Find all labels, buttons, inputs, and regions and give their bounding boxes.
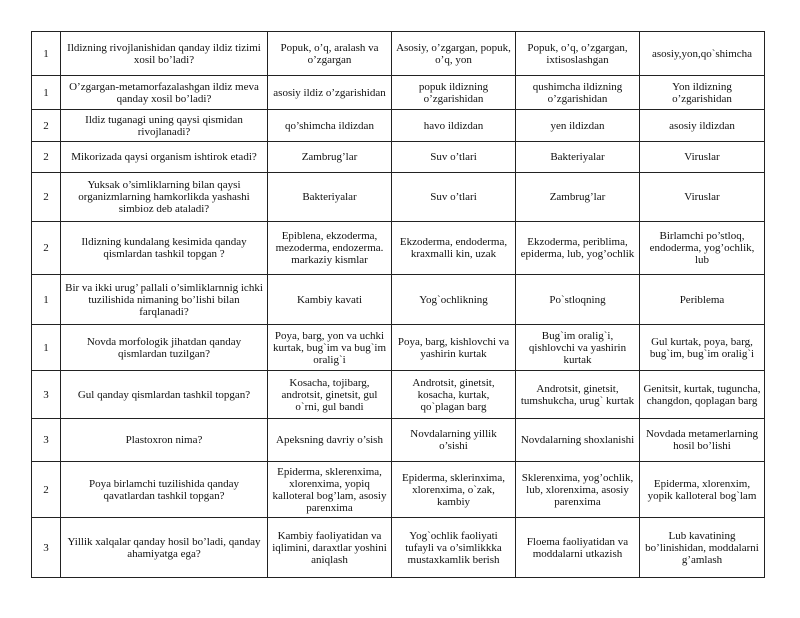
answer-cell: Zambrug’lar (268, 142, 392, 173)
answer-cell: Bakteriyalar (516, 142, 640, 173)
answer-cell: Epiblena, ekzoderma, mezoderma, endozerma. markaziy kismlar (268, 222, 392, 275)
answer-cell: Androtsit, ginetsit, tumshukcha, urug` kurtak (516, 371, 640, 419)
answer-cell: qushimcha ildizning o’zgarishidan (516, 76, 640, 110)
question-cell: Plastoxron nima? (61, 419, 268, 462)
answer-cell: Birlamchi po’stloq, endoderma, yog’ochlik, lub (640, 222, 765, 275)
difficulty-cell: 3 (32, 419, 61, 462)
answer-cell: Novdalarning shoxlanishi (516, 419, 640, 462)
table-row (32, 32, 765, 76)
question-cell: Ildizning rivojlanishidan qanday ildiz tizimi xosil bo’ladi? (61, 32, 268, 76)
table-row (32, 419, 765, 462)
answer-cell: Zambrug’lar (516, 173, 640, 222)
difficulty-cell: 1 (32, 275, 61, 325)
answer-cell: Poya, barg, kishlovchi va yashirin kurtak (392, 325, 516, 371)
answer-cell: Apeksning davriy o’sish (268, 419, 392, 462)
answer-cell: Genitsit, kurtak, tuguncha, changdon, qoplagan barg (640, 371, 765, 419)
difficulty-cell: 2 (32, 173, 61, 222)
table-row (32, 518, 765, 578)
difficulty-cell: 3 (32, 371, 61, 419)
answer-cell: Yog`ochlik faoliyati tufayli va o’simlikkka mustaxkamlik berish (392, 518, 516, 578)
question-cell: Yillik xalqalar qanday hosil bo’ladi, qanday ahamiyatga ega? (61, 518, 268, 578)
answer-cell: Viruslar (640, 173, 765, 222)
answer-cell: popuk ildizning o’zgarishidan (392, 76, 516, 110)
question-cell: O’zgargan-metamorfazalashgan ildiz meva qanday xosil bo’ladi? (61, 76, 268, 110)
answer-cell: Epiderma, sklerinxima, xlorenxima, o`zak, kambiy (392, 462, 516, 518)
table-row (32, 222, 765, 275)
answer-cell: Suv o’tlari (392, 173, 516, 222)
answer-cell: Po`stloqning (516, 275, 640, 325)
answer-cell: Gul kurtak, poya, barg, bug`im, bug`im oralig`i (640, 325, 765, 371)
answer-cell: asosiy,yon,qo`shimcha (640, 32, 765, 76)
answer-cell: Ekzoderma, endoderma, kraxmalli kin, uzak (392, 222, 516, 275)
answer-cell: Kambiy kavati (268, 275, 392, 325)
difficulty-cell: 2 (32, 222, 61, 275)
answer-cell: Kosacha, tojibarg, androtsit, ginetsit, gul o`rni, gul bandi (268, 371, 392, 419)
answer-cell: Periblema (640, 275, 765, 325)
question-cell: Yuksak o’simliklarning bilan qaysi organizmlarning hamkorlikda yashashi simbioz deb ataladi? (61, 173, 268, 222)
answer-cell: asosiy ildiz o’zgarishidan (268, 76, 392, 110)
difficulty-cell: 1 (32, 325, 61, 371)
answer-cell: Popuk, o’q, aralash va o’zgargan (268, 32, 392, 76)
table-row (32, 173, 765, 222)
question-cell: Ildizning kundalang kesimida qanday qismlardan tashkil topgan ? (61, 222, 268, 275)
answer-cell: Poya, barg, yon va uchki kurtak, bug`im va bug`im oralig`i (268, 325, 392, 371)
answer-cell: yen ildizdan (516, 110, 640, 142)
answer-cell: Suv o’tlari (392, 142, 516, 173)
answer-cell: Epiderma, sklerenxima, xlorenxima, yopiq kalloteral bog’lam, asosiy parenxima (268, 462, 392, 518)
table-row (32, 275, 765, 325)
answer-cell: Lub kavatining bo’linishidan, moddalarni g’amlash (640, 518, 765, 578)
table-row (32, 462, 765, 518)
difficulty-cell: 3 (32, 518, 61, 578)
answer-cell: Ekzoderma, periblima, epiderma, lub, yog’ochlik (516, 222, 640, 275)
answer-cell: Epiderma, xlorenxim, yopik kalloteral bog`lam (640, 462, 765, 518)
difficulty-cell: 2 (32, 462, 61, 518)
answer-cell: Bug`im oralig`i, qishlovchi va yashirin kurtak (516, 325, 640, 371)
question-cell: Poya birlamchi tuzilishida qanday qavatlardan tashkil topgan? (61, 462, 268, 518)
answer-cell: Sklerenxima, yog’ochlik, lub, xlorenxima, asosiy parenxima (516, 462, 640, 518)
difficulty-cell: 1 (32, 32, 61, 76)
question-table (31, 31, 765, 578)
question-cell: Bir va ikki urug’ pallali o’simliklarnnig ichki tuzilishida nimaning bo’lishi bilan farqlanadi? (61, 275, 268, 325)
answer-cell: Popuk, o’q, o’zgargan, ixtisoslashgan (516, 32, 640, 76)
answer-cell: havo ildizdan (392, 110, 516, 142)
answer-cell: Bakteriyalar (268, 173, 392, 222)
question-cell: Mikorizada qaysi organism ishtirok etadi? (61, 142, 268, 173)
table-row (32, 371, 765, 419)
table-row (32, 110, 765, 142)
difficulty-cell: 1 (32, 76, 61, 110)
answer-cell: Androtsit, ginetsit, kosacha, kurtak, qo`plagan barg (392, 371, 516, 419)
question-cell: Novda morfologik jihatdan qanday qismlardan tuzilgan? (61, 325, 268, 371)
question-cell: Ildiz tuganagi uning qaysi qismidan rivojlanadi? (61, 110, 268, 142)
question-cell: Gul qanday qismlardan tashkil topgan? (61, 371, 268, 419)
difficulty-cell: 2 (32, 110, 61, 142)
answer-cell: Yog`ochlikning (392, 275, 516, 325)
table-row (32, 76, 765, 110)
answer-cell: Asosiy, o’zgargan, popuk, o’q, yon (392, 32, 516, 76)
difficulty-cell: 2 (32, 142, 61, 173)
answer-cell: Viruslar (640, 142, 765, 173)
answer-cell: Novdada metamerlarning hosil bo’lishi (640, 419, 765, 462)
answer-cell: Novdalarning yillik o’sishi (392, 419, 516, 462)
answer-cell: Kambiy faoliyatidan va iqlimini, daraxtlar yoshini aniqlash (268, 518, 392, 578)
answer-cell: asosiy ildizdan (640, 110, 765, 142)
table-row (32, 325, 765, 371)
answer-cell: Floema faoliyatidan va moddalarni utkazish (516, 518, 640, 578)
answer-cell: Yon ildizning o’zgarishidan (640, 76, 765, 110)
answer-cell: qo’shimcha ildizdan (268, 110, 392, 142)
table-row (32, 142, 765, 173)
